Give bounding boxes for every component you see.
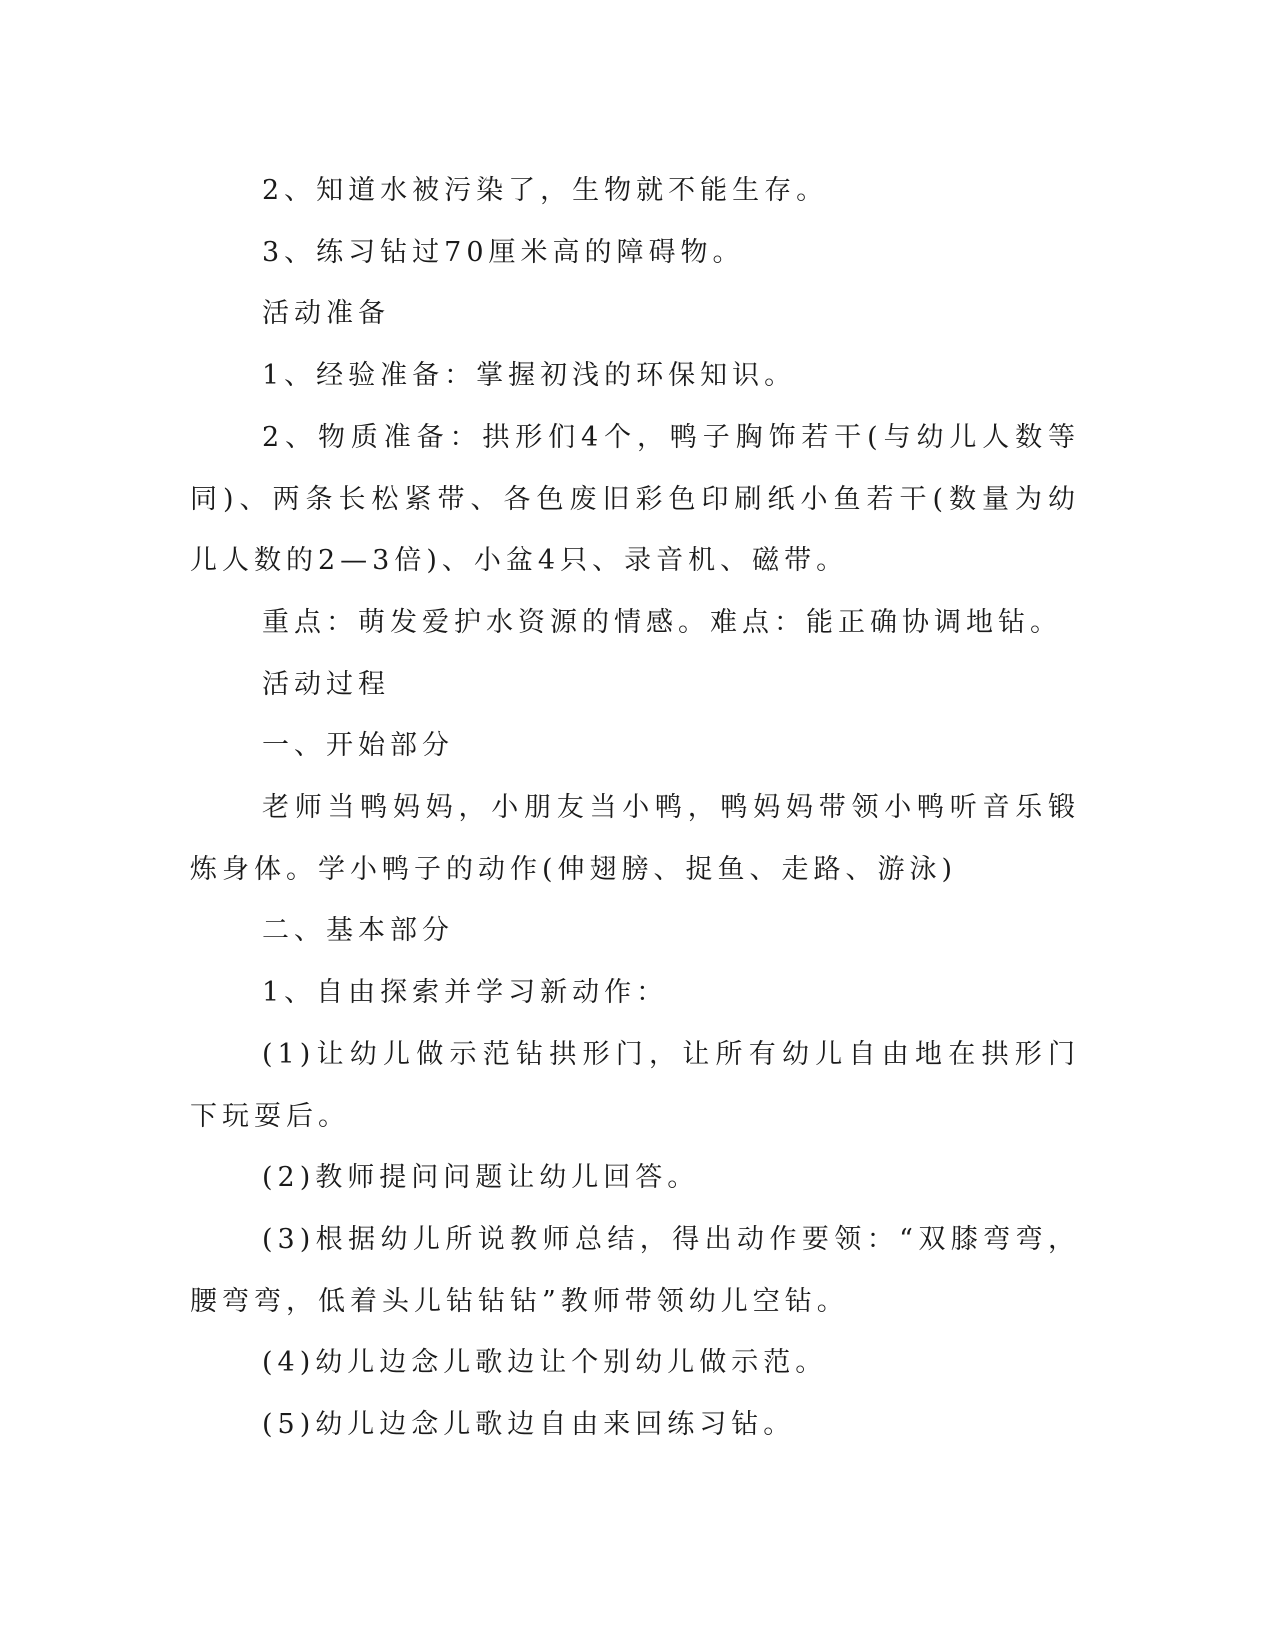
paragraph: (5)幼儿边念儿歌边自由来回练习钻。 [262, 1409, 796, 1441]
section-heading: 活动准备 [262, 298, 390, 330]
paragraph: 重点：萌发爱护水资源的情感。难点：能正确协调地钻。 [262, 606, 1062, 638]
paragraph: 2、知道水被污染了，生物就不能生存。 [262, 175, 829, 206]
document-body [190, 160, 1080, 1456]
section-heading: 一、开始部分 [262, 730, 454, 762]
paragraph: 1、经验准备：掌握初浅的环保知识。 [262, 360, 797, 392]
paragraph: (4)幼儿边念儿歌边让个别幼儿做示范。 [262, 1347, 828, 1379]
section-heading: 二、基本部分 [262, 915, 454, 947]
paragraph: 老师当鸭妈妈，小朋友当小鸭，鸭妈妈带领小鸭听音乐锻炼身体。学小鸭子的动作(伸翅膀、捉鱼、走路、游泳) [190, 792, 1080, 885]
paragraph: (2)教师提问问题让幼儿回答。 [262, 1162, 700, 1194]
section-heading: 活动过程 [262, 668, 390, 700]
paragraph: (1)让幼儿做示范钻拱形门，让所有幼儿自由地在拱形门下玩耍后。 [190, 1038, 1080, 1132]
paragraph: (3)根据幼儿所说教师总结，得出动作要领：“双膝弯弯，腰弯弯，低着头儿钻钻钻”教师带领幼儿空钻。 [190, 1223, 1080, 1317]
paragraph: 3、练习钻过70厘米高的障碍物。 [262, 236, 745, 268]
paragraph: 1、自由探索并学习新动作： [262, 977, 669, 1009]
paragraph: 2、物质准备：拱形们4个，鸭子胸饰若干(与幼儿人数等同)、两条长松紧带、各色废旧彩色印刷纸小鱼若干(数量为幼儿人数的2—3倍)、小盆4只、录音机、磁带。 [190, 421, 1080, 577]
